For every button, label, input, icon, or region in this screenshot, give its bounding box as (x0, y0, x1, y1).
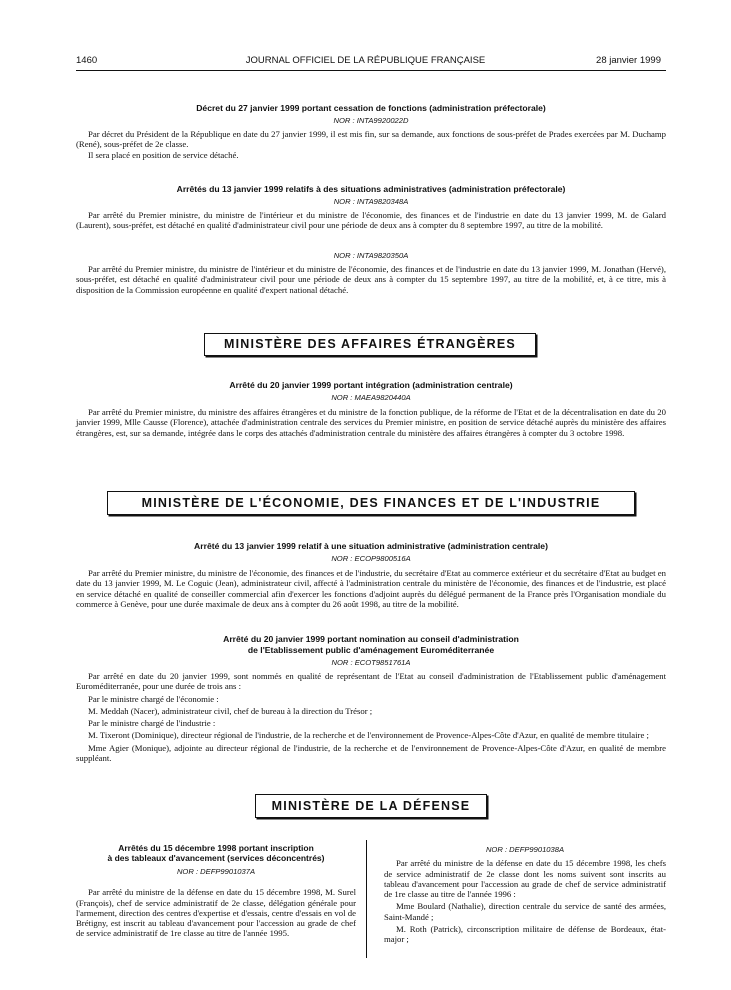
paragraph: Par arrêté du ministre de la défense en date du 15 décembre 1998, les chefs de service administratif de 2e classe dont les noms suivent sont inscrits au tableau d'avancement pour l'accession au grade de chef de service administratif de 1re classe au titre de l'année 1996 : (384, 858, 666, 900)
nomination-body (76, 671, 666, 763)
arrete-body-1 (76, 210, 666, 231)
integration-body (76, 407, 666, 438)
right-column (384, 845, 666, 945)
paragraph: Par arrêté du Premier ministre, du ministre de l'économie, des finances et de l'industrie, du secrétaire d'Etat au commerce extérieur et du secrétaire d'Etat au budget en date du 13 janvier 1999, M. Le Coguic (Jean), administrateur civil, affecté à l'administration centrale du ministère de l'économie, des finances et de l'industrie, est placé en service détaché en qualité de conseiller commercial afin d'exercer les fonctions d'adjoint auprès du délégué permanent de la France près l'Organisation mondiale du commerce à Genève, pour une durée maximale de deux ans à compter du 26 août 1998, au titre de la mobilité. (76, 568, 666, 609)
issue-date: 28 janvier 1999 (596, 55, 661, 66)
ministry-heading-foreign-affairs: MINISTÈRE DES AFFAIRES ÉTRANGÈRES (204, 333, 536, 356)
paragraph: Par arrêté du Premier ministre, du ministre des affaires étrangères et du ministre de la fonction publique, de la réforme de l'Etat et de la décentralisation en date du 20 janvier 1999, Mlle Causse (Florence), attachée d'administration centrale des services du Premier ministre, en position de service détaché auprès du ministère des affaires étrangères, est, sur sa demande, intégrée dans le corps des attachés d'administration centrale du ministère des affaires étrangères à compter du 3 octobre 1998. (76, 407, 666, 438)
paragraph: Il sera placé en position de service détaché. (88, 149, 239, 160)
integration-nor: NOR : MAEA9820440A (331, 393, 411, 402)
decree-nor: NOR : INTA9920022D (333, 116, 409, 125)
arrete-body-2 (76, 264, 666, 295)
integration-title: Arrêté du 20 janvier 1999 portant intégration (administration centrale) (229, 380, 513, 390)
paragraph: Par arrêté du Premier ministre, du ministre de l'intérieur et du ministre de l'économie, des finances et de l'industrie en date du 13 janvier 1999, M. Jonathan (Hervé), sous-préfet, est détaché en qualité d'administrateur civil pour une période de deux ans à compter du 15 septembre 1997, au titre de la mobilité, et, à ce titre, mis à disposition de la Commission européenne en qualité d'expert national détaché. (76, 264, 666, 295)
paragraph: M. Meddah (Nacer), administrateur civil, chef de bureau à la direction du Trésor ; (88, 705, 373, 716)
nomination-title: Arrêté du 20 janvier 1999 portant nomination au conseil d'administration de l'Etablissement public d'aménagement Euroméditerranée (223, 634, 519, 655)
left-column (76, 843, 356, 939)
decree-body (76, 129, 666, 160)
paragraph: M. Tixeront (Dominique), directeur régional de l'industrie, de la recherche et de l'environnement de Provence-Alpes-Côte d'Azur, en qualité de membre titulaire ; (88, 730, 649, 741)
tableaux-nor: NOR : DEFP9901037A (176, 867, 256, 876)
paragraph: Par le ministre chargé de l'économie : (88, 693, 219, 704)
situation-body (76, 568, 666, 609)
page-number: 1460 (76, 55, 98, 66)
arrete-nor-1: NOR : INTA9820348A (333, 197, 409, 206)
situation-nor: NOR : ECOP9800516A (331, 554, 411, 563)
situation-title: Arrêté du 13 janvier 1999 relatif à une situation administrative (administration centrale) (194, 541, 548, 551)
nomination-nor: NOR : ECOT9851761A (331, 658, 411, 667)
column-divider (366, 840, 367, 958)
ministry-heading-defense: MINISTÈRE DE LA DÉFENSE (255, 794, 487, 818)
tableaux-title: Arrêtés du 15 décembre 1998 portant inscription à des tableaux d'avancement (services déconcentrés) (107, 843, 325, 863)
header-rule (76, 70, 666, 71)
avancement-nor: NOR : DEFP9901038A (485, 845, 565, 854)
paragraph: Mme Agier (Monique), adjointe au directeur régional de l'industrie, de la recherche et de l'environnement de Provence-Alpes-Côte d'Azur, en qualité de membre suppléant. (76, 742, 666, 764)
decree-title: Décret du 27 janvier 1999 portant cessation de fonctions (administration préfectorale) (196, 103, 546, 113)
arretes-title: Arrêtés du 13 janvier 1999 relatifs à des situations administratives (administration préfectorale) (176, 184, 566, 194)
paragraph: Par arrêté en date du 20 janvier 1999, sont nommés en qualité de représentant de l'Etat au conseil d'administration de l'Etablissement public d'aménagement Euroméditerranée, pour une durée de trois ans : (76, 671, 666, 692)
journal-title: JOURNAL OFFICIEL DE LA RÉPUBLIQUE FRANÇAISE (245, 55, 486, 66)
paragraph: Par décret du Président de la République en date du 27 janvier 1999, il est mis fin, sur sa demande, aux fonctions de sous-préfet de Prades exercées par M. Duchamp (René), sous-préfet de 2e classe. (76, 129, 666, 150)
ministry-heading-economy: MINISTÈRE DE L'ÉCONOMIE, DES FINANCES ET DE L'INDUSTRIE (107, 491, 635, 515)
paragraph: Par le ministre chargé de l'industrie : (88, 718, 216, 729)
paragraph: Mme Boulard (Nathalie), direction centrale du service de santé des armées, Saint-Mandé ; (384, 901, 666, 922)
paragraph: M. Roth (Patrick), circonscription militaire de défense de Bordeaux, état-major ; (384, 924, 666, 945)
paragraph: Par arrêté du Premier ministre, du ministre de l'intérieur et du ministre de l'économie, des finances et de l'industrie en date du 13 janvier 1999, M. de Galard (Laurent), sous-préfet, est détaché en qualité d'administrateur civil pour une période de deux ans à compter du 8 septembre 1997, au titre de la mobilité. (76, 210, 666, 231)
paragraph: Par arrêté du ministre de la défense en date du 15 décembre 1998, M. Surel (François), chef de service administratif de 2e classe, délégation générale pour l'armement, direction des centres d'expertise et d'essais, centre d'essais en vol de Brétigny, est inscrit au tableau d'avancement pour l'accession au grade de chef de service administratif de 1re classe au titre de l'année 1995. (76, 887, 356, 939)
arrete-nor-2: NOR : INTA9820350A (333, 251, 409, 260)
